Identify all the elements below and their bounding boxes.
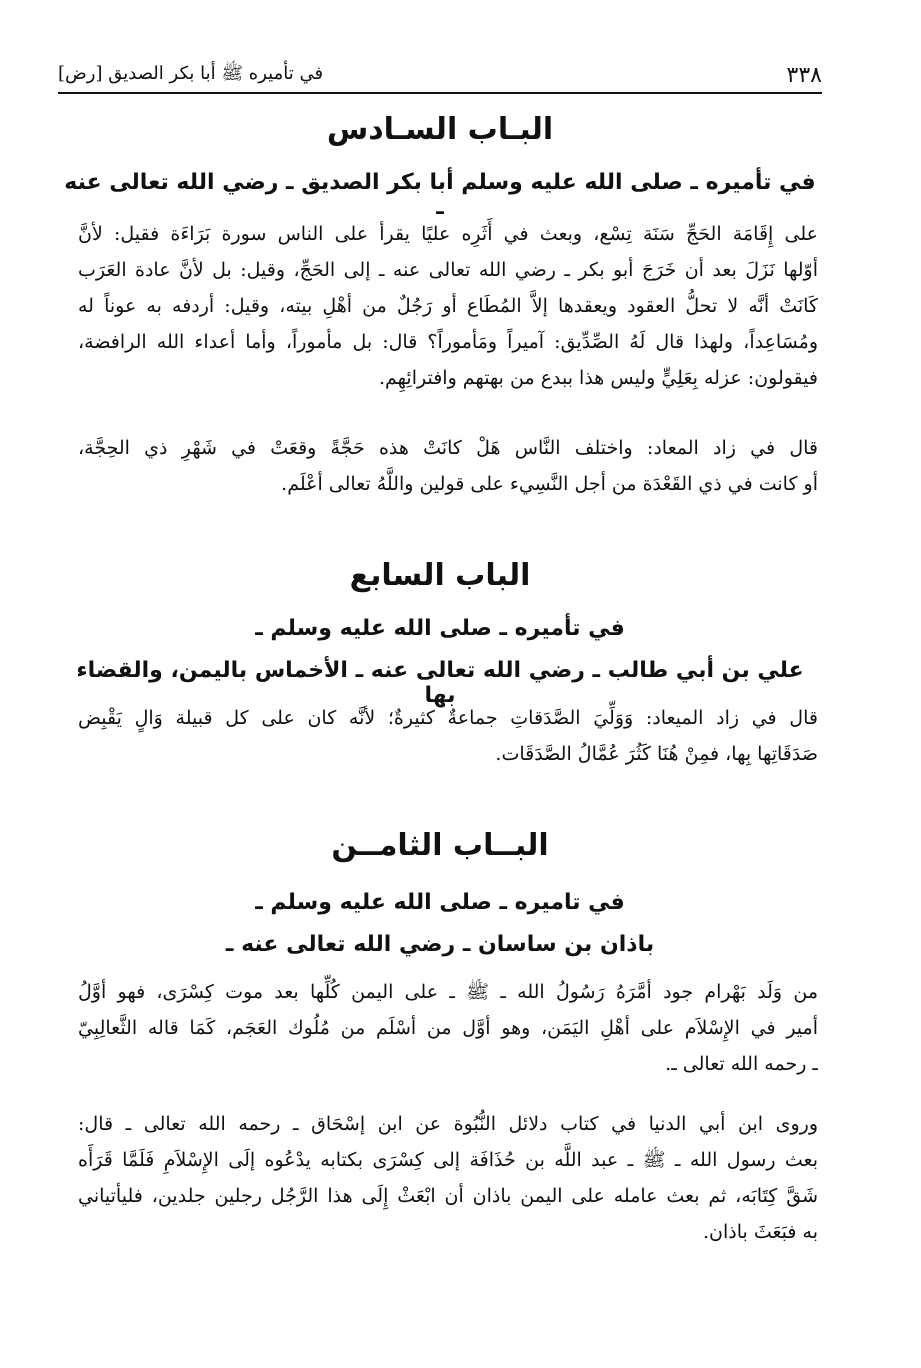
- text-line: كَانَتْ أنَّه لا تحلُّ العقود ويعقدها إلاَّ المُطَاع أو رَجُلٌ من أهْلِ بيته، وقيل: أردفه به عوناً له: [78, 295, 818, 317]
- chapter-7-paragraph-1: [78, 700, 818, 772]
- text-line: ـ رحمه الله تعالى ـ.: [665, 1053, 818, 1075]
- chapter-8-title: البــاب الثامــن: [331, 828, 549, 863]
- chapter-8-subtitle-2: باذان بن ساسان ـ رضي الله تعالى عنه ـ: [225, 932, 655, 957]
- text-line: أمير في الإِسْلاَم على أهْلِ اليَمَن، وهو أوَّل من أسْلَم من مُلُوك العَجَم، كَمَا قاله الثَّعالِبِيّ: [78, 1017, 818, 1039]
- text-line: أوّلها نَزَلَ بعد أن خَرَجَ أبو بكر ـ رضي الله تعالى عنه ـ إلى الحَجِّ، وقيل: بل لأنَّ عادة العَرَب: [78, 259, 818, 281]
- text-line: صَدَقَاتِها بِها، فمِنْ هُنَا كَثُرَ عُمَّالُ الصَّدَقَات.: [495, 743, 818, 765]
- text-line: وروى ابن أبي الدنيا في كتاب دلائل النُّبُوة عن ابن إسْحَاق ـ رحمه الله تعالى ـ قال:: [78, 1113, 818, 1135]
- chapter-8-paragraph-1: [78, 974, 818, 1082]
- text-line: قال في زاد المعاد: واختلف النَّاس هَلْ كانَتْ هذه حَجَّةً وقعَتْ في شَهْرِ ذي الحِجَّة،: [78, 437, 818, 459]
- chapter-8-subtitle-1: في تاميره ـ صلى الله عليه وسلم ـ: [255, 890, 625, 915]
- text-line: به فبَعَثَ باذان.: [702, 1221, 818, 1243]
- text-line: قال في زاد الميعاد: وَوَلِّيَ الصَّدَقاتِ جماعةٌ كثيرةٌ؛ لأنَّه كان على كل قبيلة وَالٍ يَقْبِض: [78, 707, 818, 729]
- text-line: ومُسَاعِداً، ولهذا قال لَهُ الصِّدِّيق: آميراً ومَأموراً؟ قال: بل مأموراً، وأما أعداء الله الرافضة،: [78, 331, 818, 353]
- chapter-6-paragraph-1: [78, 216, 818, 396]
- text-line: شَقَّ كِتَابَه، ثم بعث عامله على اليمن باذان أن ابْعَثْ إِلَى هذا الرَّجُل رجلين جلدين، فليأتياني: [78, 1185, 818, 1207]
- chapter-6-paragraph-2: [78, 430, 818, 502]
- chapter-8-paragraph-2: [78, 1106, 818, 1250]
- text-line: على إِقَامَة الحَجِّ سَنَة تِسْع، وبعث في أَثَرِه عليًا يقرأ على الناس سورة بَرَاءَة فقيل: لأنَّ: [78, 223, 818, 245]
- text-line: بعث رسول الله ـ ﷺ ـ عبد اللَّه بن حُذَافَة إلى كِسْرَى بكتابه يدْعُوه إلَى الإِسْلاَمِ فَلَمَّا قَرَأَه: [78, 1149, 818, 1171]
- chapter-6-title: البـاب السـادس: [326, 112, 554, 147]
- chapter-6-subtitle: في تأميره ـ صلى الله عليه وسلم أبا بكر الصديق ـ رضي الله تعالى عنه ـ: [64, 170, 816, 220]
- running-title: في تأميره ﷺ أبا بكر الصديق [رض]: [58, 63, 324, 84]
- running-header: [58, 56, 822, 94]
- text-line: من وَلَد بَهْرام جود أمَّرَهُ رَسُولُ الله ـ ﷺ ـ على اليمن كُلِّها بعد موت كِسْرَى، فهو أوَّلُ: [78, 981, 818, 1003]
- text-line: فيقولون: عزله بِعَلِيٍّ وليس هذا ببدع من بهتهم وافترائِهِم.: [378, 367, 818, 389]
- chapter-7-subtitle-1: في تأميره ـ صلى الله عليه وسلم ـ: [255, 616, 625, 641]
- chapter-7-subtitle-2: علي بن أبي طالب ـ رضي الله تعالى عنه ـ الأخماس باليمن، والقضاء بها: [76, 658, 804, 708]
- page-number: ٣٣٨: [786, 63, 822, 88]
- chapter-7-title: الباب السابع: [349, 558, 531, 593]
- text-line: أو كانت في ذي القَعْدَة من أجل النَّسِيء على قولين واللَّهُ تعالى أعْلَم.: [281, 473, 818, 495]
